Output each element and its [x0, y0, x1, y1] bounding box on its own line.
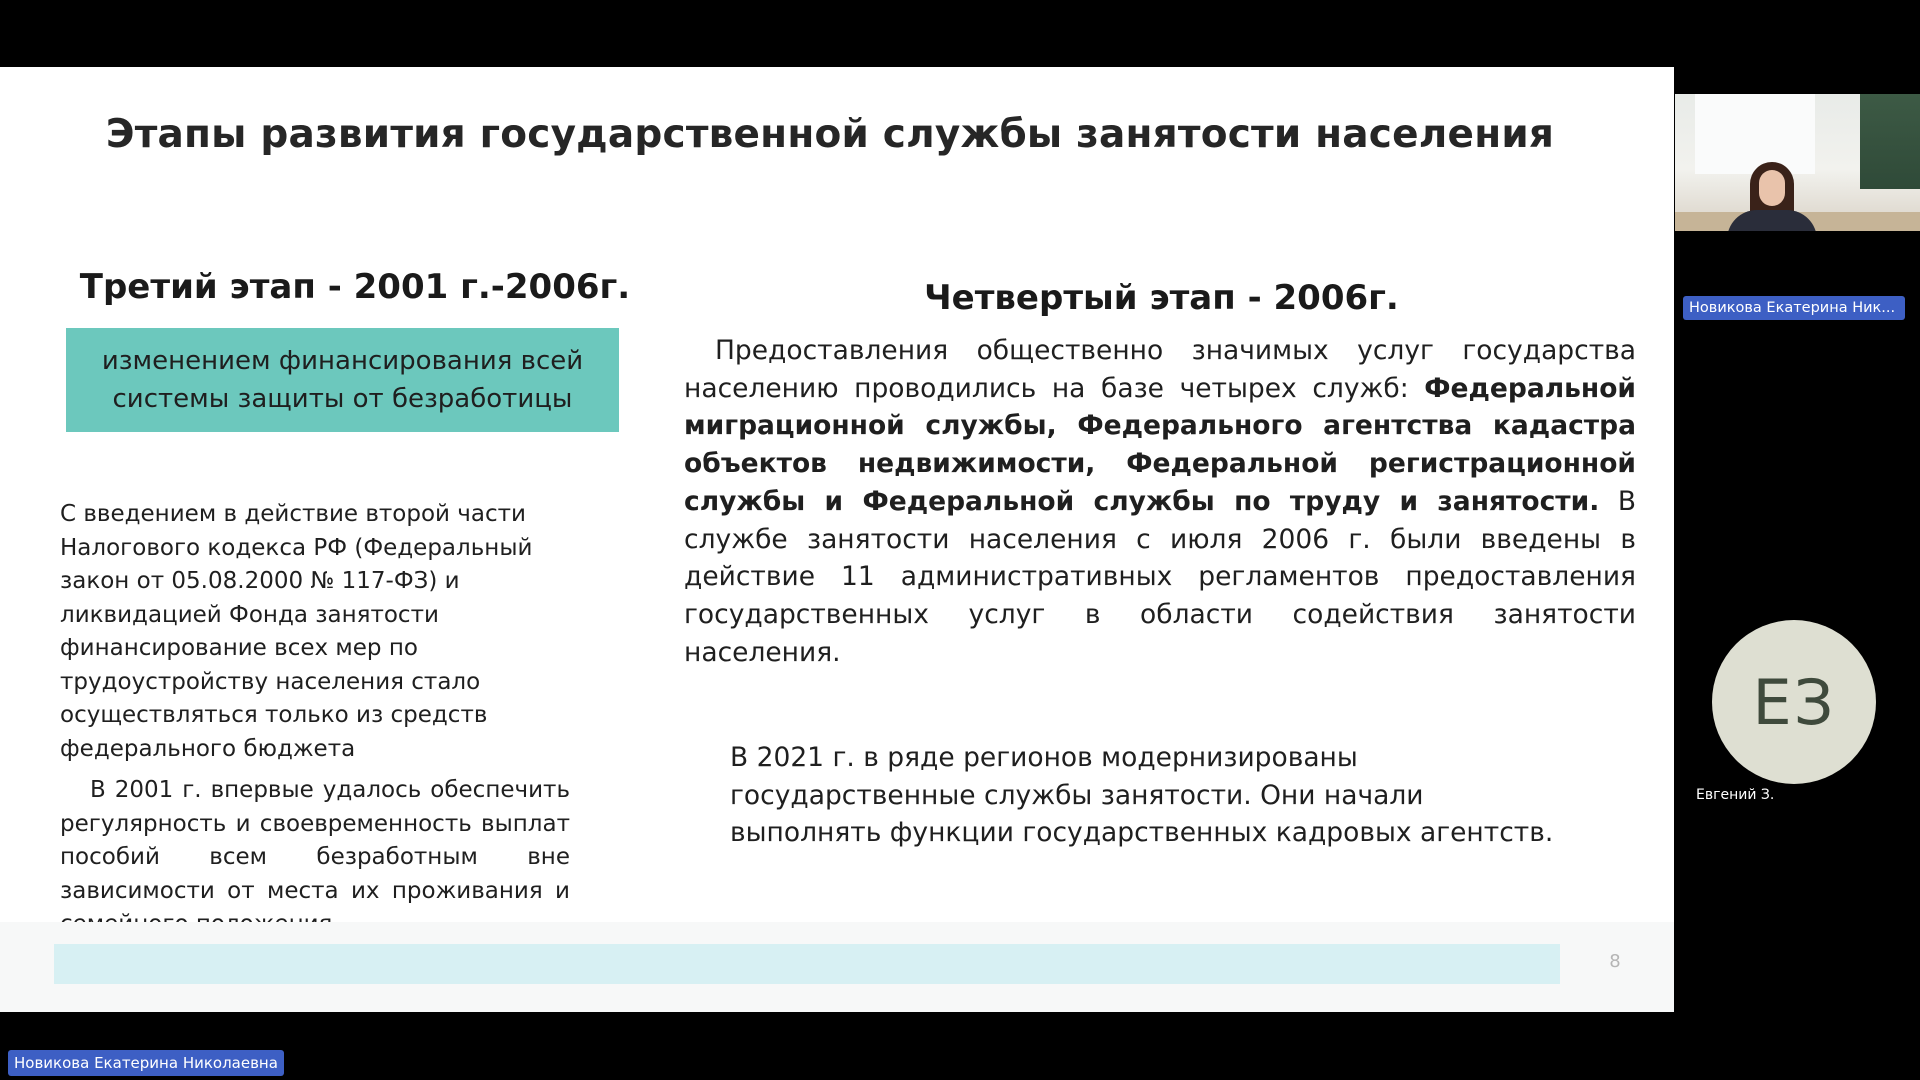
- stage4-text-outro: В службе занятости населения с июля 2006 г. были введены в действие 11 административных регламентов предоставления государственных услуг в области содействия занятости населения.: [684, 485, 1637, 668]
- stage4-paragraph: [684, 332, 1636, 671]
- attendee-name: Евгений З.: [1696, 787, 1775, 803]
- presenter-name-tag: Новикова Екатерина Ник...: [1683, 296, 1905, 320]
- stage4-text-intro: Предоставления общественно значимых услуг государства населению проводились на базе четырех служб:: [684, 335, 1636, 404]
- presenter-face: [1759, 170, 1785, 206]
- stage4-text-bold: Федеральной миграционной службы, Федерального агентства кадастра объектов недвижимости, Федеральной регистрационной службы и Федеральной службы по труду и занятости.: [684, 372, 1636, 517]
- stage3-paragraph-1: С введением в действие второй части Налогового кодекса РФ (Федеральный закон от 05.08.2000 № 117-ФЗ) и ликвидацией Фонда занятости финансирование всех мер по трудоустройству населения стало осуществляться только из средств федерального бюджета: [60, 501, 533, 762]
- video-background-board: [1860, 94, 1920, 189]
- video-background-window: [1695, 94, 1815, 174]
- stage3-heading: Третий этап - 2001 г.-2006г.: [79, 267, 631, 307]
- slide-title: Этапы развития государственной службы занятости населения: [105, 112, 1555, 157]
- stage4-heading: Четвертый этап - 2006г.: [924, 278, 1399, 318]
- shared-slide: [0, 67, 1674, 1012]
- stage3-highlight-box: [66, 328, 619, 432]
- slide-footer-bar: [54, 944, 1560, 984]
- stage3-highlight-text: изменением финансирования всей системы защиты от безработицы: [101, 346, 584, 414]
- presenter-video-tile[interactable]: [1675, 94, 1920, 231]
- stage4-note: В 2021 г. в ряде регионов модернизированы государственные службы занятости. Они начали выполнять функции государственных кадровых агентств.: [730, 742, 1554, 849]
- active-speaker-name-tag: Новикова Екатерина Николаевна: [8, 1050, 284, 1076]
- attendee-avatar[interactable]: [1712, 620, 1876, 784]
- attendee-initials: ЕЗ: [1752, 665, 1836, 739]
- stage3-paragraph-2: В 2001 г. впервые удалось обеспечить регулярность и своевременность выплат пособий всем безработным вне зависимости от места их проживания и: [60, 777, 570, 904]
- slide-page-number: 8: [1609, 951, 1621, 972]
